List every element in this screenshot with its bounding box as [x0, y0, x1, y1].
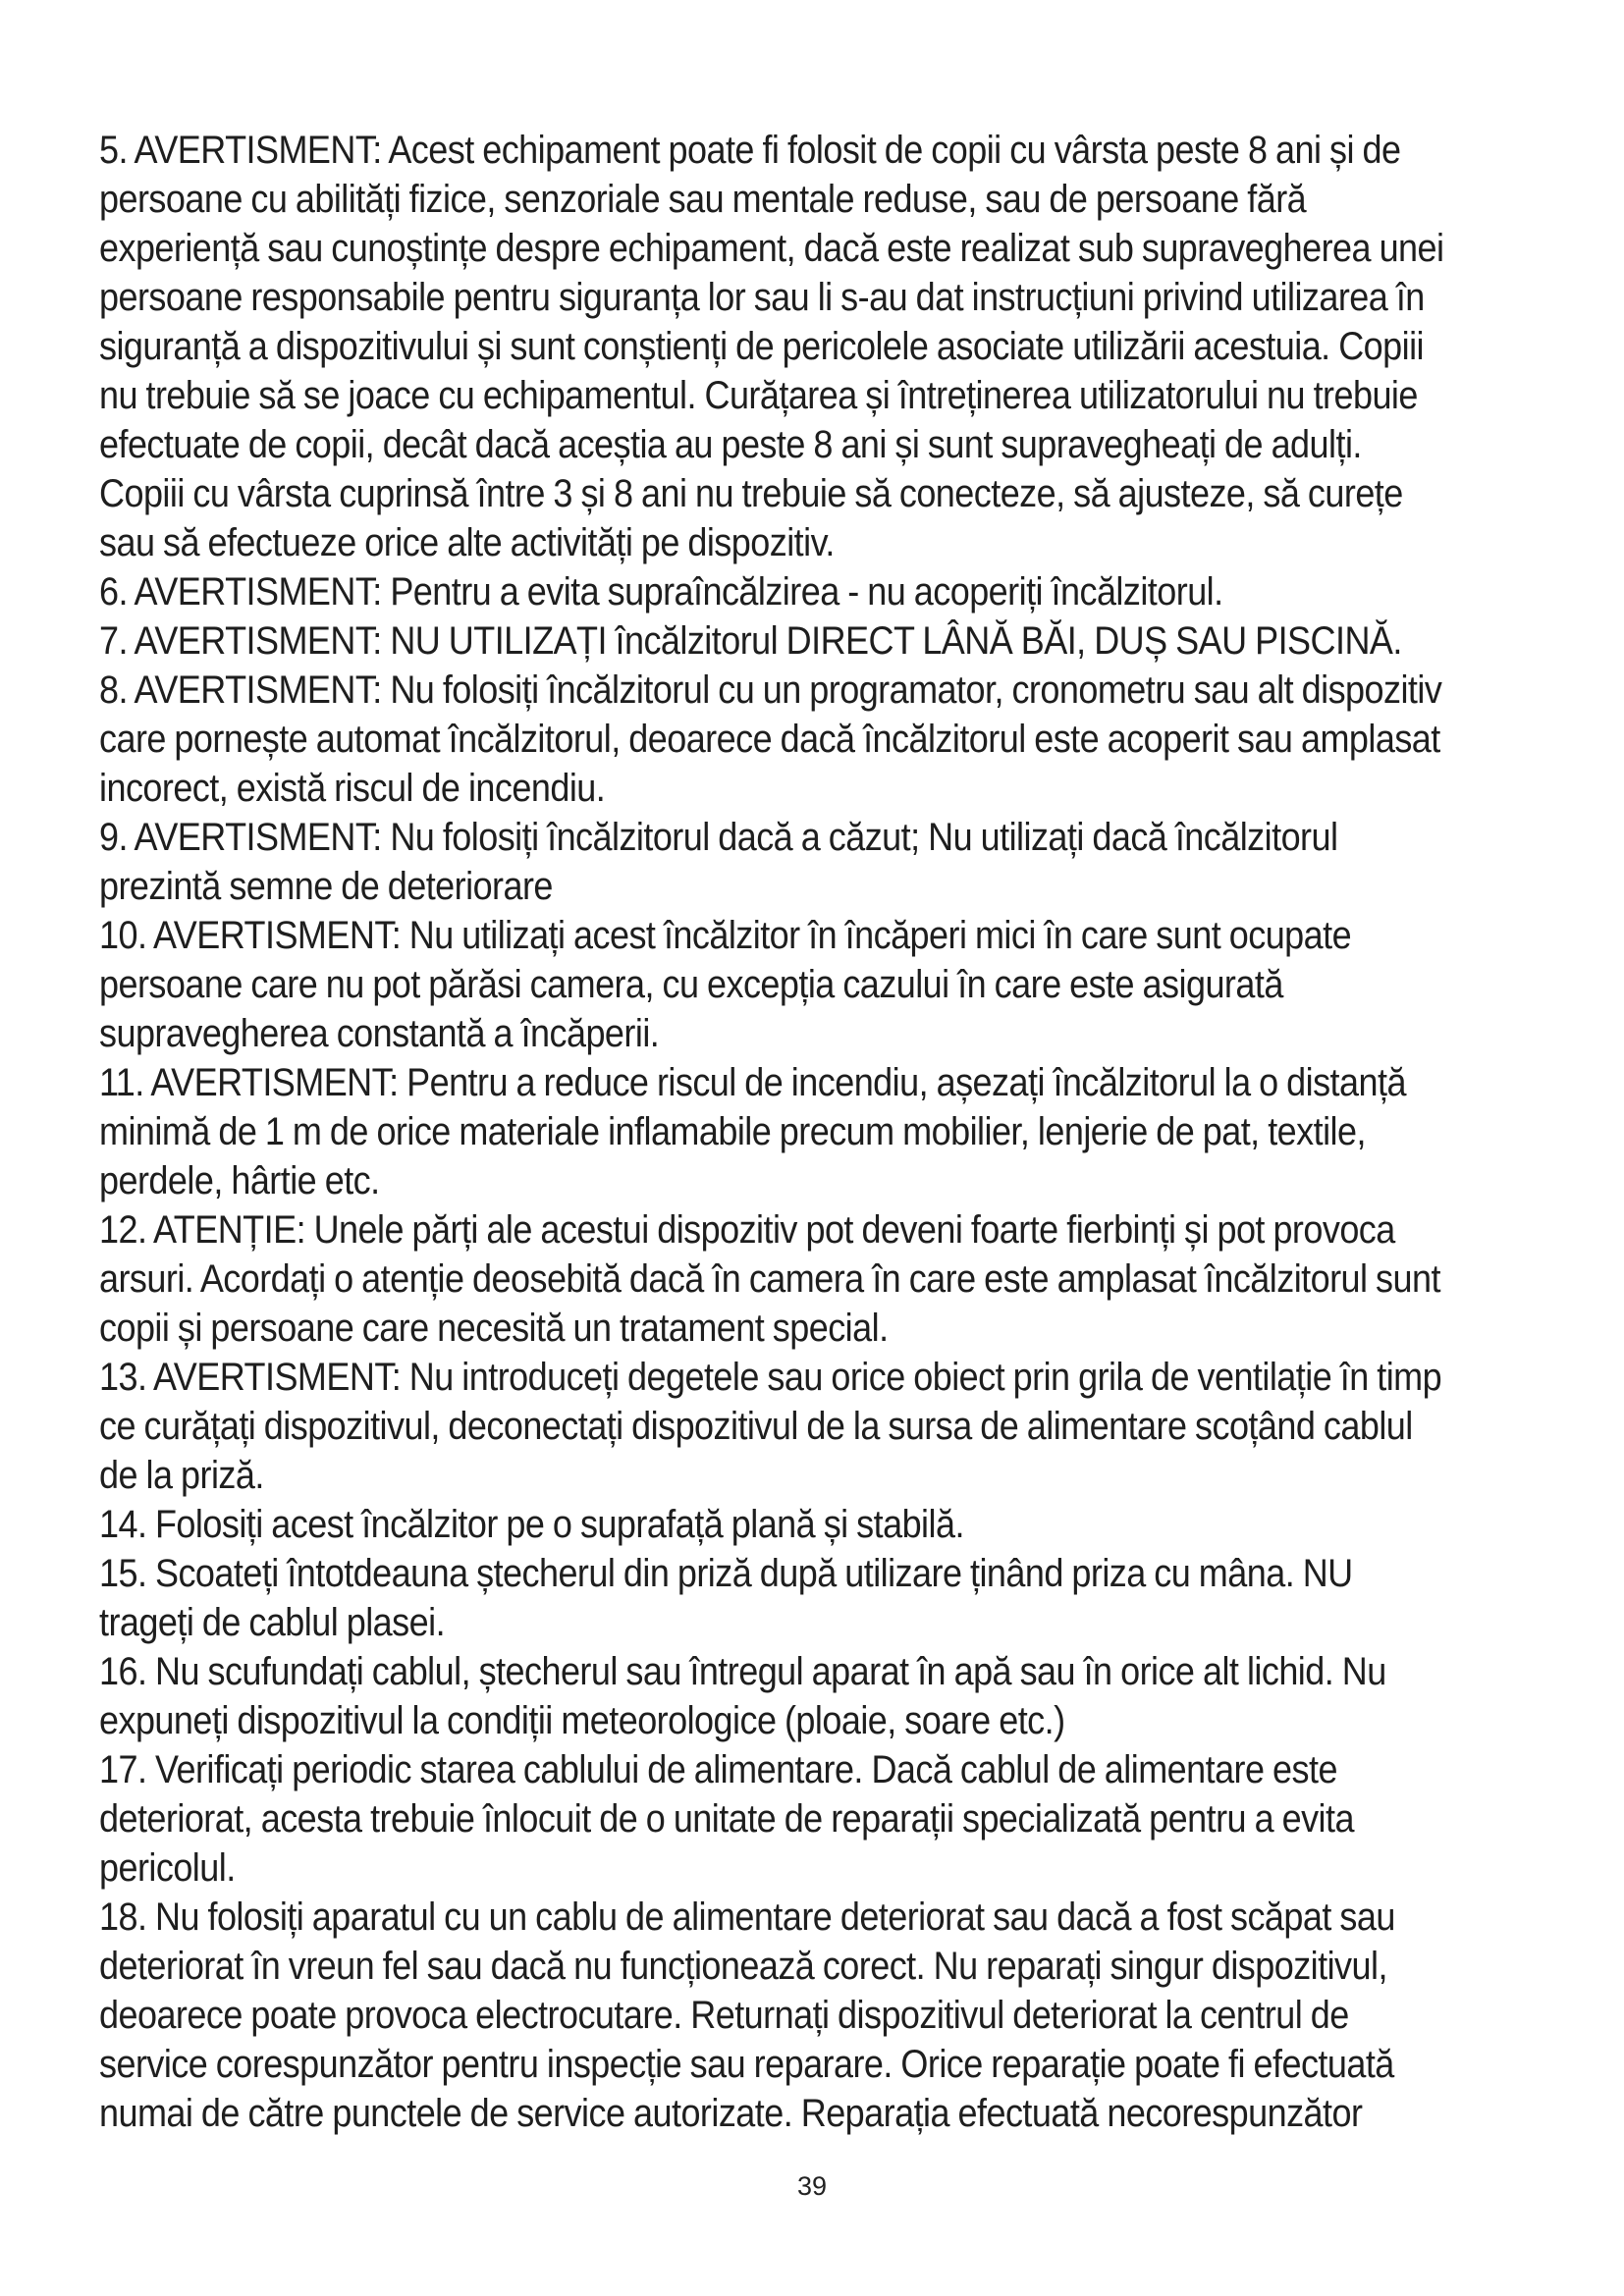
instruction-item-11 — [99, 1058, 1407, 1205]
instruction-item-6 — [99, 567, 1407, 616]
instruction-line: ce curățați dispozitivul, deconectați dispozitivul de la sursa de alimentare scoțând cablul — [99, 1405, 1413, 1448]
instruction-line: 12. ATENȚIE: Unele părți ale acestui dispozitiv pot deveni foarte fierbinți și pot provoca — [99, 1208, 1395, 1252]
instruction-line: deteriorat, acesta trebuie înlocuit de o unitate de reparații specializată pentru a evita — [99, 1797, 1354, 1841]
instruction-line: nu trebuie să se joace cu echipamentul. Curățarea și întreținerea utilizatorului nu trebuie — [99, 374, 1418, 417]
instruction-line: trageți de cablul plasei. — [99, 1601, 446, 1644]
instruction-line: pericolul. — [99, 1846, 236, 1890]
instruction-line: deteriorat în vreun fel sau dacă nu funcționează corect. Nu reparați singur dispozitivul, — [99, 1945, 1387, 1988]
instruction-item-5 — [99, 126, 1444, 567]
instruction-line: numai de către punctele de service autorizate. Reparația efectuată necorespunzător — [99, 2092, 1363, 2135]
instruction-item-18 — [99, 1893, 1407, 2138]
instruction-line: supravegherea constantă a încăperii. — [99, 1012, 660, 1055]
instruction-line: 9. AVERTISMENT: Nu folosiți încălzitorul dacă a căzut; Nu utilizați dacă încălzitorul — [99, 816, 1338, 859]
instruction-item-14 — [99, 1500, 1407, 1549]
instruction-line: 18. Nu folosiți aparatul cu un cablu de alimentare deteriorat sau dacă a fost scăpat sau — [99, 1896, 1395, 1939]
instruction-line: prezintă semne de deteriorare — [99, 865, 553, 908]
instruction-line: siguranță a dispozitivului și sunt conștienți de pericolele asociate utilizării acestuia. Copiii — [99, 325, 1425, 368]
instruction-line: deoarece poate provoca electrocutare. Returnați dispozitivul deteriorat la centrul de — [99, 1994, 1349, 2037]
instruction-line: 15. Scoateți întotdeauna ștecherul din priză după utilizare ținând priza cu mâna. NU — [99, 1552, 1353, 1595]
instruction-line: 16. Nu scufundați cablul, ștecherul sau întregul aparat în apă sau în orice alt lichid. Nu — [99, 1650, 1386, 1693]
instruction-item-8 — [99, 666, 1442, 813]
instruction-item-10 — [99, 911, 1407, 1058]
instruction-line: 7. AVERTISMENT: NU UTILIZAȚI încălzitorul DIRECT LÂNĂ BĂI, DUȘ SAU PISCINĂ. — [99, 619, 1402, 663]
instruction-item-12 — [99, 1205, 1440, 1353]
instruction-item-17 — [99, 1745, 1407, 1893]
instruction-line: 13. AVERTISMENT: Nu introduceți degetele sau orice obiect prin grila de ventilație în timp — [99, 1356, 1442, 1399]
instruction-line: persoane care nu pot părăsi camera, cu excepția cazului în care este asigurată — [99, 963, 1283, 1006]
instruction-item-9 — [99, 813, 1407, 911]
instruction-line: de la priză. — [99, 1454, 264, 1497]
instruction-line: 11. AVERTISMENT: Pentru a reduce riscul de incendiu, așezați încălzitorul la o distanță — [99, 1061, 1406, 1104]
instruction-line: 8. AVERTISMENT: Nu folosiți încălzitorul cu un programator, cronometru sau alt dispozitiv — [99, 668, 1442, 712]
instruction-line: experiență sau cunoștințe despre echipament, dacă este realizat sub supravegherea unei — [99, 227, 1444, 270]
instruction-line: 6. AVERTISMENT: Pentru a evita supraîncălzirea - nu acoperiți încălzitorul. — [99, 570, 1223, 614]
instruction-line: minimă de 1 m de orice materiale inflamabile precum mobilier, lenjerie de pat, textile, — [99, 1110, 1366, 1153]
instruction-line: 5. AVERTISMENT: Acest echipament poate fi folosit de copii cu vârsta peste 8 ani și de — [99, 129, 1401, 172]
instruction-line: persoane cu abilități fizice, senzoriale sau mentale reduse, sau de persoane fără — [99, 178, 1307, 221]
instruction-line: 17. Verificați periodic starea cablului de alimentare. Dacă cablul de alimentare este — [99, 1748, 1337, 1791]
instruction-line: 10. AVERTISMENT: Nu utilizați acest încălzitor în încăperi mici în care sunt ocupate — [99, 914, 1352, 957]
instruction-item-15 — [99, 1549, 1407, 1647]
instruction-line: persoane responsabile pentru siguranța lor sau li s-au dat instrucțiuni privind utilizarea în — [99, 276, 1425, 319]
safety-instructions-list — [99, 126, 1444, 2138]
instruction-line: 14. Folosiți acest încălzitor pe o suprafață plană și stabilă. — [99, 1503, 964, 1546]
instruction-line: sau să efectueze orice alte activități pe dispozitiv. — [99, 521, 835, 564]
instruction-line: service corespunzător pentru inspecție sau reparare. Orice reparație poate fi efectuată — [99, 2043, 1394, 2086]
instruction-item-7 — [99, 616, 1407, 666]
instruction-line: Copiii cu vârsta cuprinsă între 3 și 8 ani nu trebuie să conecteze, să ajusteze, să curețe — [99, 472, 1403, 515]
instruction-line: care pornește automat încălzitorul, deoarece dacă încălzitorul este acoperit sau amplasat — [99, 718, 1440, 761]
instruction-line: incorect, există riscul de incendiu. — [99, 767, 606, 810]
instruction-line: efectuate de copii, decât dacă aceștia au peste 8 ani și sunt supravegheați de adulți. — [99, 423, 1362, 466]
page-number: 39 — [796, 2171, 828, 2201]
instruction-item-16 — [99, 1647, 1407, 1745]
instruction-item-13 — [99, 1353, 1442, 1500]
instruction-line: expuneți dispozitivul la condiții meteorologice (ploaie, soare etc.) — [99, 1699, 1065, 1742]
instruction-line: copii și persoane care necesită un tratament special. — [99, 1307, 889, 1350]
instruction-line: perdele, hârtie etc. — [99, 1159, 380, 1202]
instruction-line: arsuri. Acordați o atenție deosebită dacă în camera în care este amplasat încălzitorul sunt — [99, 1257, 1440, 1301]
